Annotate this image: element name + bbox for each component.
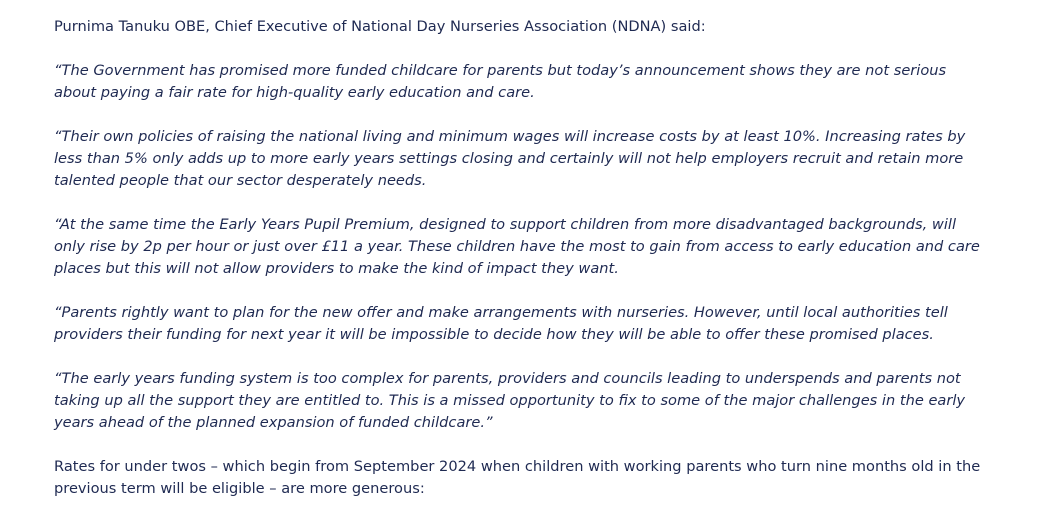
intro-paragraph: Purnima Tanuku OBE, Chief Executive of National Day Nurseries Association (NDNA) said:: [54, 18, 706, 35]
quote-paragraph-2: “Their own policies of raising the national living and minimum wages will increase costs by at least 10%. Increasing rates by less than 5% only adds up to more early years settings closing and certainly will not help employers recruit and retain more talented people that our sector desperately needs.: [54, 128, 966, 189]
quote-paragraph-1: “The Government has promised more funded childcare for parents but today’s announcement shows they are not serious about paying a fair rate for high-quality early education and care.: [54, 62, 947, 101]
quote-paragraph-5: “The early years funding system is too complex for parents, providers and councils leading to underspends and parents not taking up all the support they are entitled to. This is a missed opportunity to fix to some of the major challenges in the early years ahead of the planned expansion of funded childcare.”: [54, 370, 966, 431]
closing-paragraph: Rates for under twos – which begin from September 2024 when children with working parents who turn nine months old in the previous term will be eligible – are more generous:: [54, 458, 981, 497]
article-body: [54, 16, 984, 500]
quote-paragraph-3: “At the same time the Early Years Pupil Premium, designed to support children from more disadvantaged backgrounds, will only rise by 2p per hour or just over £11 a year. These children have the most to gain from access to early education and care places but this will not allow providers to make the kind of impact they want.: [54, 216, 980, 277]
quote-paragraph-4: “Parents rightly want to plan for the new offer and make arrangements with nurseries. However, until local authorities tell providers their funding for next year it will be impossible to decide how they will be able to offer these promised places.: [54, 304, 948, 343]
